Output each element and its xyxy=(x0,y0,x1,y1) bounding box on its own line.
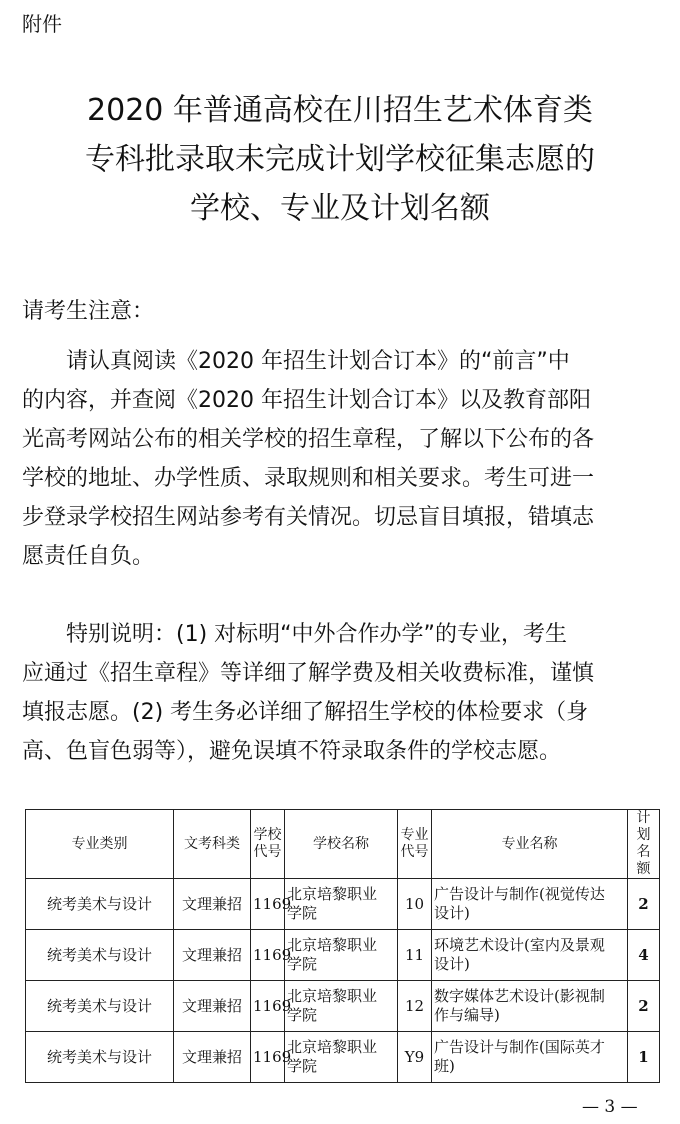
paragraph-reading-instructions xyxy=(22,342,662,576)
title-line: 2020 年普通高校在川招生艺术体育类 xyxy=(87,93,593,128)
cell-major-name: 广告设计与制作(国际英才 班) xyxy=(432,1032,628,1083)
cell-school-name: 北京培黎职业 学院 xyxy=(285,1032,398,1083)
cell-subject-type: 文理兼招 xyxy=(174,930,251,981)
cell-school-name: 北京培黎职业 学院 xyxy=(285,879,398,930)
cell-category: 统考美术与设计 xyxy=(26,1032,174,1083)
paragraph-line: 愿责任自负。 xyxy=(22,544,155,569)
paragraph-line: 光高考网站公布的相关学校的招生章程，了解以下公布的各 xyxy=(22,427,595,452)
cell-major-code: 10 xyxy=(398,879,432,930)
admission-plan-table xyxy=(25,809,660,1083)
header-quota: 计划 名额 xyxy=(628,810,660,879)
page-number: — 3 — xyxy=(582,1097,638,1117)
cell-category: 统考美术与设计 xyxy=(26,981,174,1032)
paragraph-line: 填报志愿。(2) 考生务必详细了解招生学校的体检要求（身 xyxy=(22,700,589,725)
table-row xyxy=(26,879,660,930)
paragraph-line: 的内容，并查阅《2020 年招生计划合订本》以及教育部阳 xyxy=(22,388,591,413)
header-major-name: 专业名称 xyxy=(432,810,628,879)
cell-quota: 2 xyxy=(628,879,660,930)
cell-quota: 4 xyxy=(628,930,660,981)
cell-major-name: 环境艺术设计(室内及景观 设计) xyxy=(432,930,628,981)
paragraph-line: 请认真阅读《2020 年招生计划合订本》的“前言”中 xyxy=(66,349,570,374)
title-line: 学校、专业及计划名额 xyxy=(190,191,490,226)
cell-quota: 2 xyxy=(628,981,660,1032)
cell-school-name: 北京培黎职业 学院 xyxy=(285,930,398,981)
cell-school-code: 1169 xyxy=(251,930,285,981)
paragraph-special-notes xyxy=(22,615,662,771)
table-header-row xyxy=(26,810,660,879)
notice-heading: 请考生注意： xyxy=(22,299,155,324)
cell-quota: 1 xyxy=(628,1032,660,1083)
cell-major-code: 12 xyxy=(398,981,432,1032)
header-school-code: 学校 代号 xyxy=(251,810,285,879)
table-row xyxy=(26,930,660,981)
table-row xyxy=(26,981,660,1032)
header-school-name: 学校名称 xyxy=(285,810,398,879)
cell-major-name: 广告设计与制作(视觉传达 设计) xyxy=(432,879,628,930)
header-category: 专业类别 xyxy=(26,810,174,879)
cell-major-code: 11 xyxy=(398,930,432,981)
paragraph-line: 学校的地址、办学性质、录取规则和相关要求。考生可进一 xyxy=(22,466,595,491)
title-line: 专科批录取未完成计划学校征集志愿的 xyxy=(85,142,595,177)
cell-subject-type: 文理兼招 xyxy=(174,1032,251,1083)
cell-category: 统考美术与设计 xyxy=(26,930,174,981)
cell-school-name: 北京培黎职业 学院 xyxy=(285,981,398,1032)
attachment-label: 附件 xyxy=(22,12,62,36)
paragraph-line: 特别说明：(1) 对标明“中外合作办学”的专业，考生 xyxy=(66,622,567,647)
cell-school-code: 1169 xyxy=(251,879,285,930)
header-subject-type: 文考科类 xyxy=(174,810,251,879)
cell-school-code: 1169 xyxy=(251,1032,285,1083)
paragraph-line: 应通过《招生章程》等详细了解学费及相关收费标准，谨慎 xyxy=(22,661,595,686)
header-major-code: 专业 代号 xyxy=(398,810,432,879)
cell-category: 统考美术与设计 xyxy=(26,879,174,930)
cell-subject-type: 文理兼招 xyxy=(174,879,251,930)
document-title xyxy=(0,86,680,233)
paragraph-line: 高、色盲色弱等），避免误填不符录取条件的学校志愿。 xyxy=(22,739,562,764)
table-row xyxy=(26,1032,660,1083)
cell-school-code: 1169 xyxy=(251,981,285,1032)
cell-major-code: Y9 xyxy=(398,1032,432,1083)
paragraph-line: 步登录学校招生网站参考有关情况。切忌盲目填报，错填志 xyxy=(22,505,595,530)
cell-major-name: 数字媒体艺术设计(影视制 作与编导) xyxy=(432,981,628,1032)
cell-subject-type: 文理兼招 xyxy=(174,981,251,1032)
